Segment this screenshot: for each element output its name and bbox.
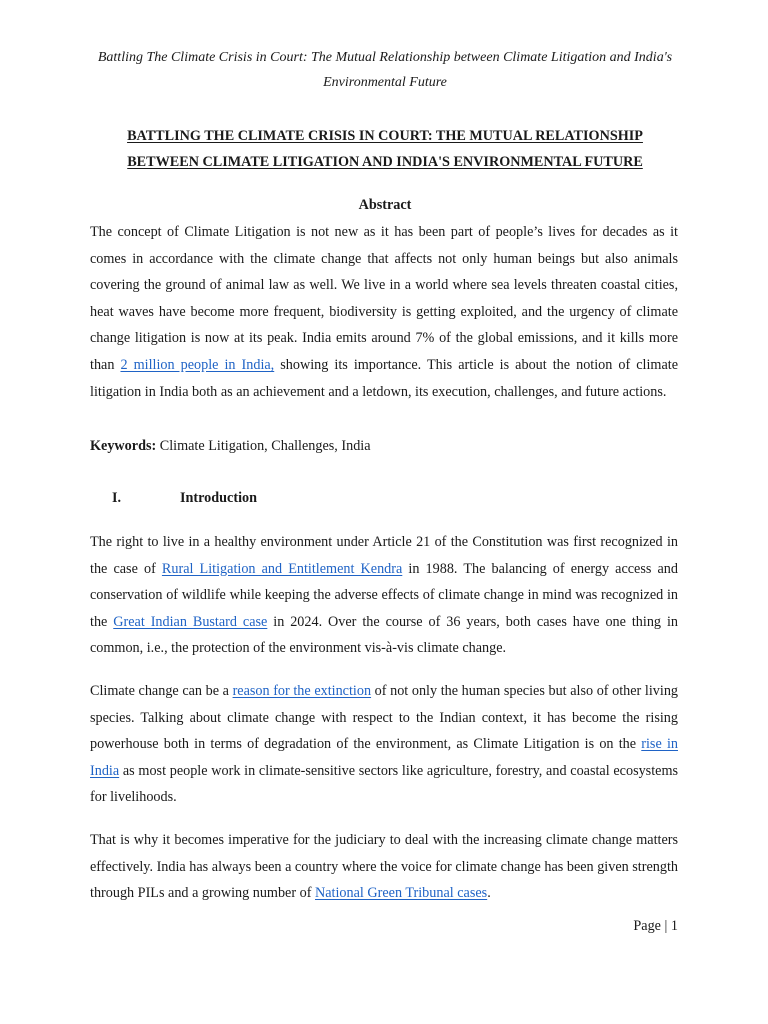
abstract-heading: Abstract (358, 197, 412, 213)
p1-text-1: The right to live in a healthy environment under Article 21 of the Constitution was first recognized in the case of (90, 534, 678, 577)
page-number: Page | 1 (633, 918, 678, 934)
abstract-text-1: The concept of Climate Litigation is not new as it has been part of people’s lives for decades as it comes in accordance with the climate change that affects not only human beings but also animals covering the ground of animal law as well. We live in a world where sea levels threaten coastal cities, heat waves have become more frequent, biodiversity is getting exploited, and the urgency of climate change litigation is now at its peak. India emits around 7% of the global emissions, and it kills more than (90, 224, 678, 373)
section-title: Introduction (180, 490, 257, 506)
section-number: I. (112, 490, 122, 506)
p2-text-3: as most people work in climate-sensitive sectors like agriculture, forestry, and coastal ecosystems for livelihoods. (90, 762, 678, 806)
link-2-million-people[interactable]: 2 million people in India, (120, 356, 275, 373)
p2-text-2: of not only the human species but also of other living species. Talking about climate change with respect to the Indian context, it has become the rising powerhouse both in terms of degradation of the environment, as Climate Litigation is on the (90, 683, 679, 753)
intro-paragraph-1 (90, 529, 678, 662)
p1-text-2: in 1988. The balancing of energy access and conservation of wildlife while keeping the adverse effects of climate change in mind was recognized in the (90, 560, 678, 630)
link-rise-in-india[interactable]: rise in India (90, 736, 678, 779)
document-title: BATTLING THE CLIMATE CRISIS IN COURT: THE MUTUAL RELATIONSHIP BETWEEN CLIMATE LITIGATION AND INDIA'S ENVIRONMENTAL FUTURE (127, 128, 643, 170)
running-header: Battling The Climate Crisis in Court: The Mutual Relationship between Climate Litigation and India's Environmental Future (97, 50, 673, 90)
link-great-indian-bustard[interactable]: Great Indian Bustard case (113, 613, 268, 630)
abstract-paragraph (90, 219, 678, 405)
keywords-line (90, 433, 678, 460)
link-national-green-tribunal[interactable]: National Green Tribunal cases (315, 885, 488, 902)
p3-text-2: . (487, 885, 491, 902)
intro-paragraph-3 (90, 827, 678, 907)
p3-text-1: That is why it becomes imperative for the judiciary to deal with the increasing climate change matters effectively. India has always been a country where the voice for climate change has been given strength through PILs and a growing number of (90, 832, 678, 902)
link-reason-for-extinction[interactable]: reason for the extinction (232, 683, 372, 699)
link-rural-litigation[interactable]: Rural Litigation and Entitlement Kendra (161, 560, 403, 577)
keywords-value: Climate Litigation, Challenges, India (156, 438, 371, 454)
intro-paragraph-2 (90, 678, 678, 811)
section-heading-introduction (90, 487, 257, 509)
p1-text-3: in 2024. Over the course of 36 years, both cases have one thing in common, i.e., the protection of the environment vis-à-vis climate change. (90, 613, 678, 657)
p2-text-1: Climate change can be a (90, 683, 233, 699)
keywords-label: Keywords: (90, 438, 157, 454)
abstract-text-2: showing its importance. This article is about the notion of climate litigation in India both as an achievement and a letdown, its execution, challenges, and future actions. (90, 356, 678, 400)
